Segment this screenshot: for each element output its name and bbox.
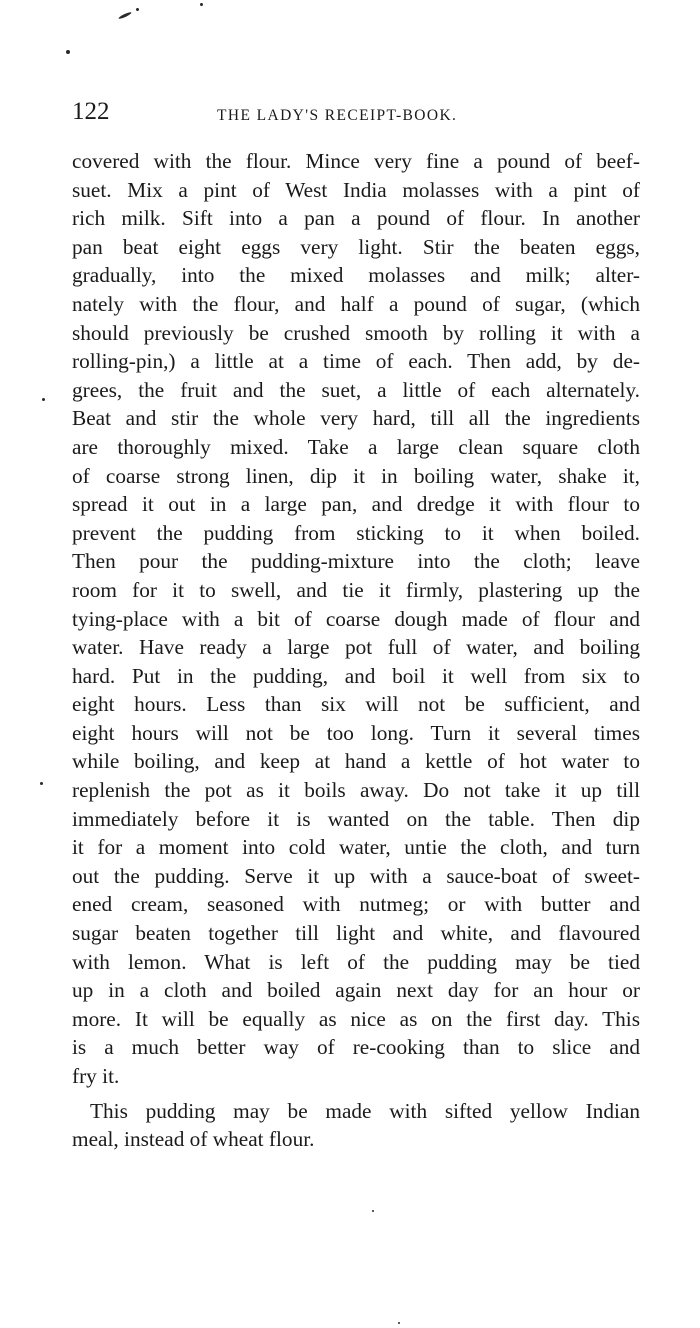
text-line: fry it. [72, 1064, 120, 1088]
ink-speck [66, 50, 70, 54]
text-line: sugar beaten together till light and white, and flavoured [72, 921, 640, 946]
text-line: Then pour the pudding-mixture into the cloth; leave [72, 549, 640, 574]
text-line: spread it out in a large pan, and dredge it with flour to [72, 492, 640, 517]
text-line: eight hours. Less than six will not be sufficient, and [72, 692, 640, 717]
ink-speck [42, 398, 45, 401]
text-line: prevent the pudding from sticking to it when boiled. [72, 520, 640, 545]
text-line: grees, the fruit and the suet, a little of each alternately. [72, 377, 640, 402]
text-line: is a much better way of re-cooking than to slice and [72, 1035, 640, 1060]
text-line: meal, instead of wheat flour. [72, 1127, 315, 1152]
page-number: 122 [72, 98, 110, 125]
text-line: rolling-pin,) a little at a time of each. Then add, by de- [72, 349, 640, 374]
text-line: nately with the flour, and half a pound of sugar, (which [72, 291, 640, 316]
ink-speck [118, 11, 132, 20]
text-line: immediately before it is wanted on the table. Then dip [72, 806, 640, 831]
text-line: rich milk. Sift into a pan a pound of flour. In another [72, 206, 640, 231]
text-line: gradually, into the mixed molasses and milk; alter- [72, 263, 640, 288]
text-line: out the pudding. Serve it up with a sauce-boat of sweet- [72, 863, 640, 888]
text-line: are thoroughly mixed. Take a large clean square cloth [72, 434, 640, 459]
text-line: it for a moment into cold water, untie the cloth, and turn [72, 835, 640, 860]
text-line: hard. Put in the pudding, and boil it well from six to [72, 663, 640, 688]
text-line: while boiling, and keep at hand a kettle of hot water to [72, 749, 640, 774]
text-line: pan beat eight eggs very light. Stir the beaten eggs, [72, 234, 640, 259]
text-line: ened cream, seasoned with nutmeg; or with butter and [72, 892, 640, 917]
ink-speck [200, 3, 203, 6]
text-line: tying-place with a bit of coarse dough made of flour and [72, 606, 640, 631]
ink-speck [372, 1210, 374, 1212]
text-line: more. It will be equally as nice as on the first day. This [72, 1006, 640, 1031]
text-line: eight hours will not be too long. Turn it several times [72, 720, 640, 745]
running-title: THE LADY'S RECEIPT-BOOK. [217, 107, 458, 124]
text-line: with lemon. What is left of the pudding may be tied [72, 949, 640, 974]
text-line: room for it to swell, and tie it firmly, plastering up the [72, 577, 640, 602]
text-line: This pudding may be made with sifted yellow Indian [90, 1098, 640, 1123]
text-line: Beat and stir the whole very hard, till all the ingredients [72, 406, 640, 431]
ink-speck [40, 782, 43, 785]
page-header [72, 98, 640, 132]
text-line: suet. Mix a pint of West India molasses with a pint of [72, 177, 640, 202]
text-line: of coarse strong linen, dip it in boiling water, shake it, [72, 463, 640, 488]
paragraph [72, 147, 640, 1091]
body-text [72, 147, 640, 1154]
text-line: up in a cloth and boiled again next day for an hour or [72, 978, 640, 1003]
text-line: replenish the pot as it boils away. Do not take it up till [72, 778, 640, 803]
paragraph [72, 1097, 640, 1154]
text-line: water. Have ready a large pot full of water, and boiling [72, 635, 640, 660]
text-line: covered with the flour. Mince very fine a pound of beef- [72, 149, 640, 173]
ink-speck [136, 8, 139, 11]
ink-speck [398, 1322, 400, 1324]
text-line: should previously be crushed smooth by rolling it with a [72, 320, 640, 345]
